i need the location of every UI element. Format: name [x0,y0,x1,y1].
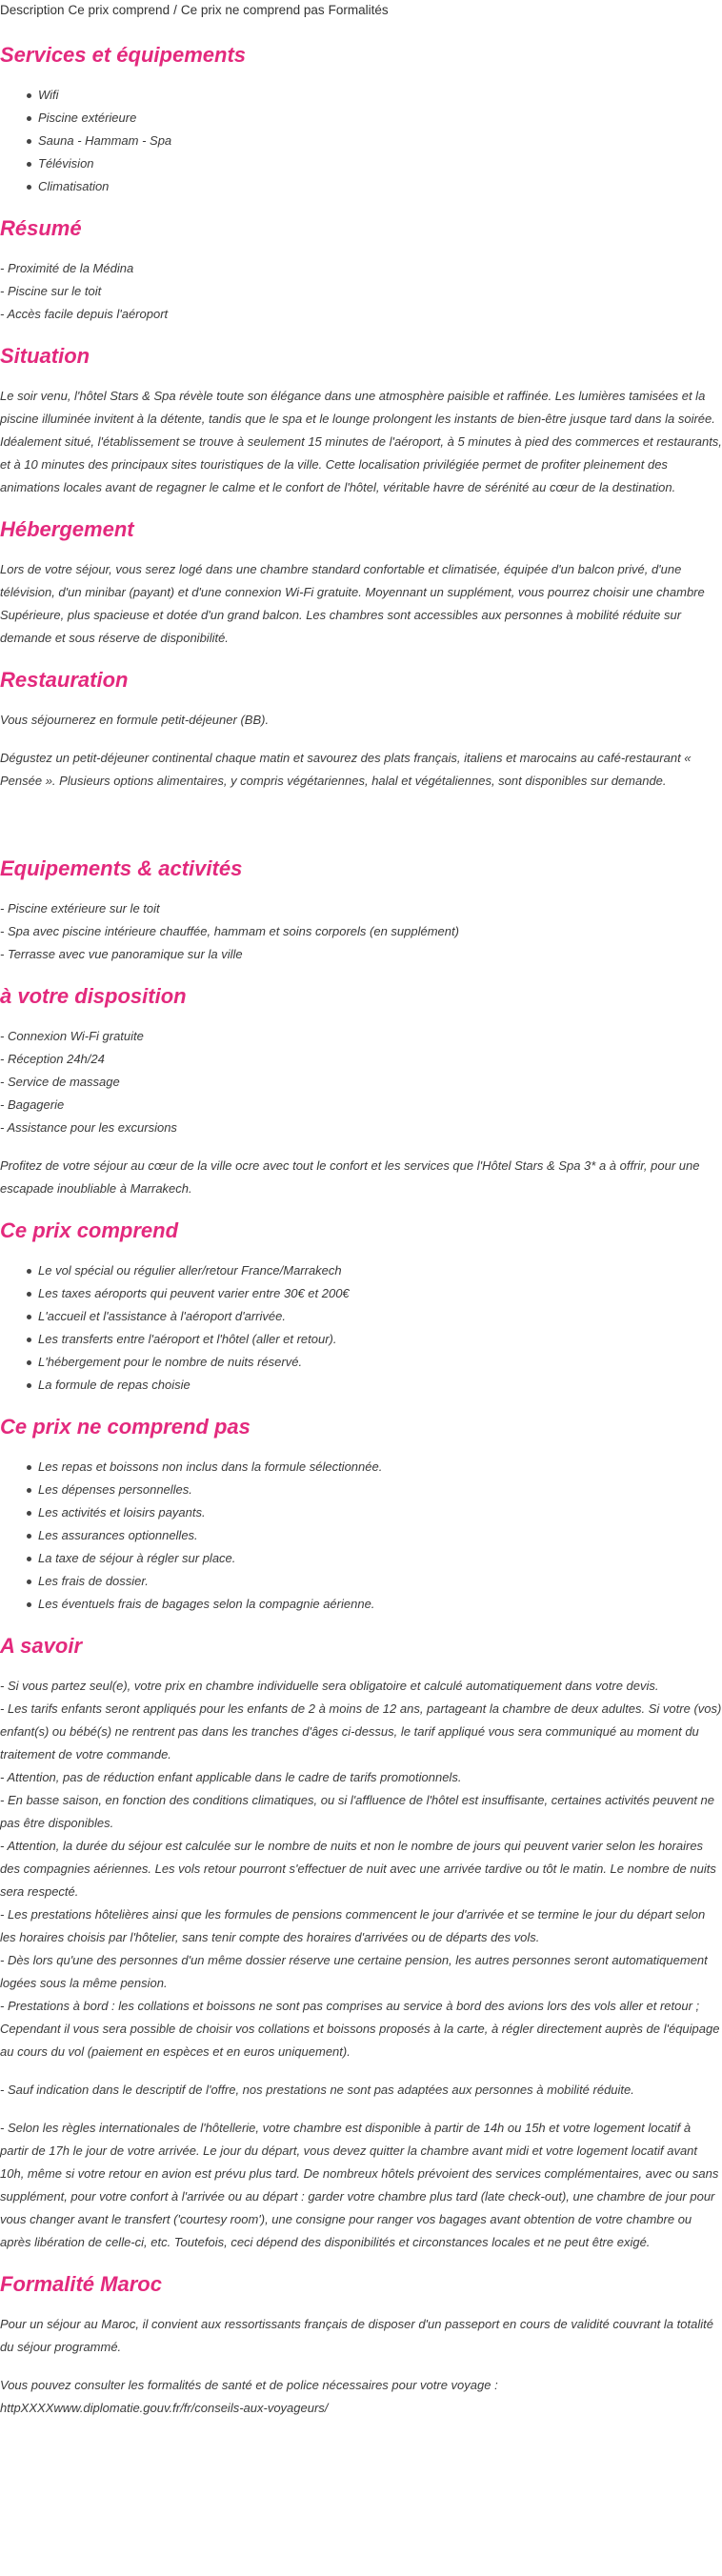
a-savoir-list [0,1675,722,2063]
list-item: Piscine extérieure [38,107,722,130]
comprend-heading: Ce prix comprend [0,1218,179,1242]
equipements-heading: Equipements & activités [0,856,243,880]
list-item: - Réception 24h/24 [0,1052,105,1066]
list-item: Les taxes aéroports qui peuvent varier entre 30€ et 200€ [38,1282,722,1305]
restauration-formula: Vous séjournerez en formule petit-déjeuner (BB). [0,713,270,727]
equipements-list [0,897,722,966]
list-item: Les repas et boissons non inclus dans la formule sélectionnée. [38,1456,722,1479]
hebergement-text: Lors de votre séjour, vous serez logé dans une chambre standard confortable et climatisée, équipée d'un balcon privé, d'une télévision, d'un minibar (payant) et d'une connexion Wi-Fi gratuite. Moyennant un supplément, vous pourrez choisir une chambre Supérieure, plus spacieuse et dotée d'un grand balcon. Les chambres sont accessibles aux personnes à mobilité réduite sur demande et sous réserve de disponibilité. [0,562,705,645]
restauration-text: Dégustez un petit-déjeuner continental chaque matin et savourez des plats français, italiens et marocains au café-restaurant « Pensée ». Plusieurs options alimentaires, y compris végétariennes, halal et végétaliennes, sont disponibles sur demande. [0,751,692,788]
formalite-passport: Pour un séjour au Maroc, il convient aux ressortissants français de disposer d'un passeport en cours de validité couvrant la totalité du séjour programmé. [0,2317,713,2354]
resume-list [0,257,722,326]
tab-ce-prix-comprend[interactable]: Ce prix comprend [68,3,170,17]
list-item: Télévision [38,152,722,175]
restauration-heading: Restauration [0,668,129,692]
hebergement-heading: Hébergement [0,517,134,541]
situation-heading: Situation [0,344,90,368]
list-item: Climatisation [38,175,722,198]
list-item: - Si vous partez seul(e), votre prix en chambre individuelle sera obligatoire et calculé automatiquement dans votre devis. [0,1679,659,1693]
list-item: - Connexion Wi-Fi gratuite [0,1029,144,1043]
list-item: - Proximité de la Médina [0,261,134,275]
list-item: Les dépenses personnelles. [38,1479,722,1501]
list-item: La formule de repas choisie [38,1374,722,1397]
list-item: - Attention, la durée du séjour est calculée sur le nombre de nuits et non le nombre de jours qui peuvent varier selon les horaires des compagnies aériennes. Les vols retour pourront s'effectuer de nuit avec une arrivée tardive ou tôt le matin. Le nombre de nuits sera respecté. [0,1839,716,1899]
resume-heading: Résumé [0,216,82,240]
list-item: - Attention, pas de réduction enfant applicable dans le cadre de tarifs promotionnels. [0,1770,462,1784]
a-savoir-checkin: - Selon les règles internationales de l'hôtellerie, votre chambre est disponible à partir de 14h ou 15h et votre logement locatif à partir de 17h le jour de votre arrivée. Le jour du départ, vous devez quitter la chambre avant midi et votre logement locatif avant 10h, même si votre retour en avion est prévu plus tard. De nombreux hôtels prévoient des services complémentaires, avec ou sans supplément, pour votre confort à l'arrivée ou au départ : garder votre chambre plus tard (late check-out), une chambre de jour pour vous changer avant le transfert ('courtesy room'), une consigne pour ranger vos bagages avant obtention de votre chambre ou après libération de celle-ci, etc. Toutefois, ceci dépend des disponibilités et circonstances locales et ne peut être exigé. [0,2121,719,2249]
list-item: Les frais de dossier. [38,1570,722,1593]
disposition-text: Profitez de votre séjour au cœur de la ville ocre avec tout le confort et les services que l'Hôtel Stars & Spa 3* a à offrir, pour une escapade inoubliable à Marrakech. [0,1158,700,1196]
list-item: - Les tarifs enfants seront appliqués pour les enfants de 2 à moins de 12 ans, partageant la chambre de deux adultes. Si votre (vos) enfant(s) ou bébé(s) ne rentrent pas dans les tranches d'âges ci-dessus, le tarif appliqué vous sera communiqué au moment du traitement de votre commande. [0,1701,722,1761]
list-item: - Les prestations hôtelières ainsi que les formules de pensions commencent le jour d'arrivée et se termine le jour du départ selon les horaires choisis par l'hôtelier, sans tenir compte des horaires d'arrivées ou de départs des vols. [0,1907,706,1944]
list-item: Les transferts entre l'aéroport et l'hôtel (aller et retour). [38,1328,722,1351]
list-item: - Service de massage [0,1075,120,1089]
services-list [0,84,722,198]
services-heading: Services et équipements [0,43,247,67]
list-item: La taxe de séjour à régler sur place. [38,1547,722,1570]
tab-description[interactable]: Description [0,3,65,17]
comprend-list [0,1259,722,1397]
a-savoir-heading: A savoir [0,1634,83,1658]
disposition-heading: à votre disposition [0,984,187,1008]
list-item: Wifi [38,84,722,107]
list-item: - Spa avec piscine intérieure chauffée, hammam et soins corporels (en supplément) [0,924,459,938]
situation-text: Le soir venu, l'hôtel Stars & Spa révèle toute son élégance dans une atmosphère paisible et raffinée. Les lumières tamisées et la piscine illuminée invitent à la détente, tandis que le spa et le lounge prolongent les instants de bien-être jusque tard dans la soirée. Idéalement situé, l'établissement se trouve à seulement 15 minutes de l'aéroport, à 5 minutes à pied des commerces et restaurants, et à 10 minutes des principaux sites touristiques de la ville. Cette localisation privilégiée permet de profiter pleinement des animations locales avant de regagner le calme et le confort de l'hôtel, véritable havre de sérénité au cœur de la destination. [0,389,722,494]
tab-ce-prix-ne-comprend-pas[interactable]: Ce prix ne comprend pas [180,3,325,17]
list-item: - Terrasse avec vue panoramique sur la ville [0,947,243,961]
list-item: - Piscine extérieure sur le toit [0,901,160,916]
tab-bar [0,0,722,21]
list-item: Les éventuels frais de bagages selon la compagnie aérienne. [38,1593,722,1616]
formalite-link[interactable]: httpXXXXwww.diplomatie.gouv.fr/fr/conseils-aux-voyageurs/ [0,2401,329,2415]
list-item: - En basse saison, en fonction des conditions climatiques, ou si l'affluence de l'hôtel est insuffisante, certaines activités peuvent ne pas être disponibles. [0,1793,715,1830]
disposition-list [0,1025,722,1139]
list-item: - Accès facile depuis l'aéroport [0,307,169,321]
list-item: Le vol spécial ou régulier aller/retour France/Marrakech [38,1259,722,1282]
list-item: L'hébergement pour le nombre de nuits réservé. [38,1351,722,1374]
list-item: L'accueil et l'assistance à l'aéroport d'arrivée. [38,1305,722,1328]
ne-comprend-heading: Ce prix ne comprend pas [0,1415,251,1439]
ne-comprend-list [0,1456,722,1616]
list-item: - Dès lors qu'une des personnes d'un même dossier réserve une certaine pension, les autres personnes seront automatiquement logées sous la même pension. [0,1953,708,1990]
a-savoir-mobility: - Sauf indication dans le descriptif de l'offre, nos prestations ne sont pas adaptées aux personnes à mobilité réduite. [0,2083,634,2097]
list-item: Les activités et loisirs payants. [38,1501,722,1524]
tab-formalites[interactable]: Formalités [328,3,389,17]
list-item: - Bagagerie [0,1097,65,1112]
list-item: Sauna - Hammam - Spa [38,130,722,152]
list-item: - Assistance pour les excursions [0,1120,177,1135]
formalite-heading: Formalité Maroc [0,2272,162,2296]
list-item: - Prestations à bord : les collations et boissons ne sont pas comprises au service à bord des avions lors des vols aller et retour ; Cependant il vous sera possible de choisir vos collations et boissons proposés à la carte, à régler directement auprès de l'équipage au cours du vol (paiement en espèces et en euros uniquement). [0,1999,720,2059]
formalite-consult: Vous pouvez consulter les formalités de santé et de police nécessaires pour votre voyage : [0,2378,498,2392]
list-item: Les assurances optionnelles. [38,1524,722,1547]
list-item: - Piscine sur le toit [0,284,102,298]
tab-separator: / [173,3,177,17]
